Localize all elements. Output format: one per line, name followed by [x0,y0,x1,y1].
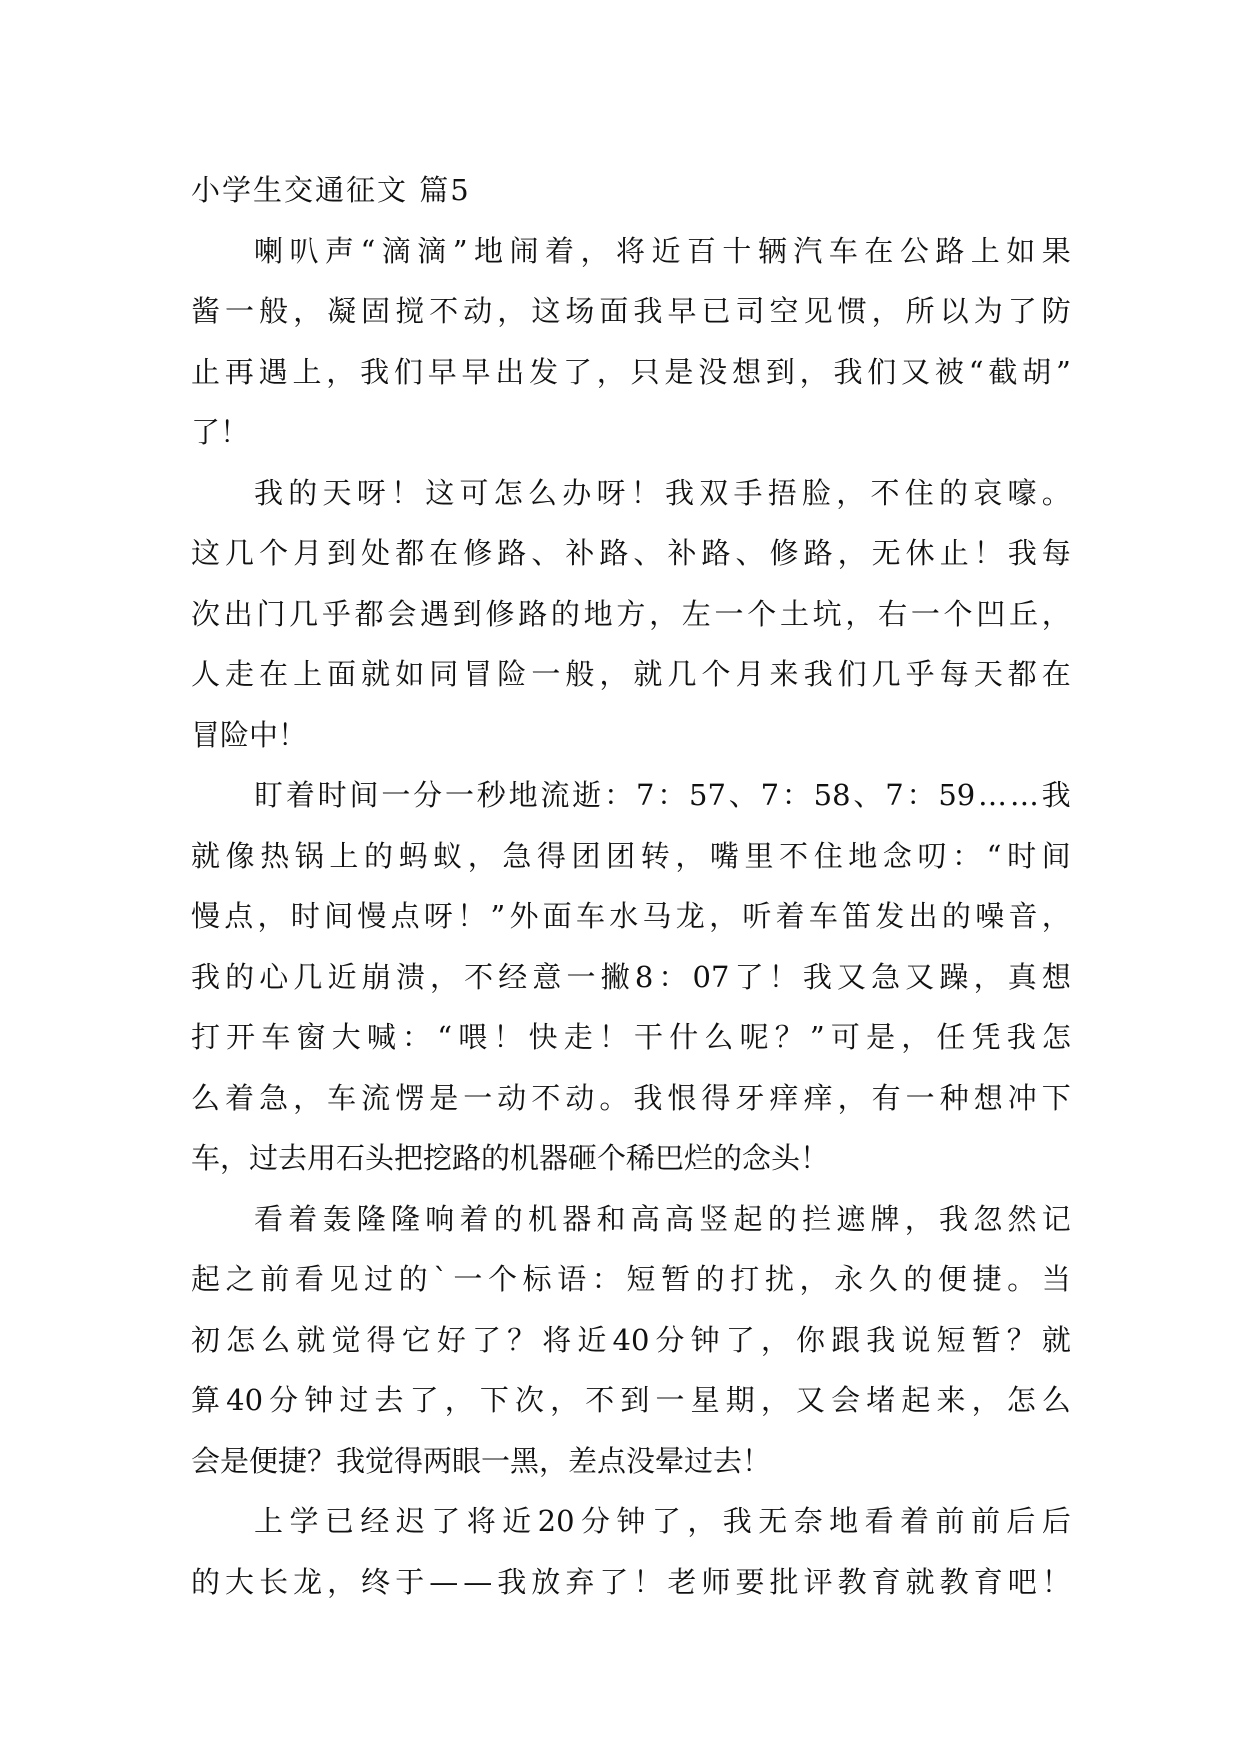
essay-body [191,160,1071,1612]
essay-line: 我 的 心 几 近 崩 溃 ， 不 经 意 一 撇 8 ： 07 了 ！ 我 又 急 又 躁 ， 真 想 [191,959,1071,994]
essay-line: 会是便捷？我觉得两眼一黑，差点没晕过去！ [191,1443,772,1478]
essay-line: 的 大 长 龙 ， 终 于 — — 我 放 弃 了 ！ 老 师 要 批 评 教 育 就 教 育 吧 ！ [191,1564,1071,1599]
essay-line: 人 走 在 上 面 就 如 同 冒 险 一 般 ， 就 几 个 月 来 我 们 几 乎 每 天 都 在 [191,657,1071,691]
essay-line: 算 40 分 钟 过 去 了 ， 下 次 ， 不 到 一 星 期 ， 又 会 堵 起 来 ， 怎 么 [191,1383,1071,1417]
essay-line: 我 的 天 呀 ！ 这 可 怎 么 办 呀 ！ 我 双 手 捂 脸 ， 不 住 的 哀 嚎 。 [254,475,1071,510]
essay-line: 打 开 车 窗 大 喊 ： “ 喂 ！ 快 走 ！ 干 什 么 呢 ？ ” 可 是 ， 任 凭 我 怎 [191,1020,1071,1054]
essay-line: 看 着 轰 隆 隆 响 着 的 机 器 和 高 高 竖 起 的 拦 遮 牌 ， 我 忽 然 记 [254,1201,1071,1236]
essay-line: 酱 一 般 ， 凝 固 搅 不 动 ， 这 场 面 我 早 已 司 空 见 惯 ， 所 以 为 了 防 [191,294,1071,328]
essay-line: 车，过去用石头把挖路的机器砸个稀巴烂的念头！ [191,1141,830,1175]
essay-line: 这 几 个 月 到 处 都 在 修 路 、 补 路 、 补 路 、 修 路 ， 无 休 止 ！ 我 每 [191,536,1071,570]
essay-line: 止 再 遇 上 ， 我 们 早 早 出 发 了 ， 只 是 没 想 到 ， 我 们 又 被 “ 截 胡 ” [191,354,1071,389]
essay-line: 起 之 前 看 见 过 的 ` 一 个 标 语 ： 短 暂 的 打 扰 ， 永 久 的 便 捷 。 当 [191,1262,1071,1296]
essay-line: 慢 点 ， 时 间 慢 点 呀 ！ ” 外 面 车 水 马 龙 ， 听 着 车 笛 发 出 的 噪 音 ， [191,899,1071,933]
essay-line: 了！ [191,415,250,449]
essay-line: 就 像 热 锅 上 的 蚂 蚁 ， 急 得 团 团 转 ， 嘴 里 不 住 地 念 叨 ： “ 时 间 [191,838,1071,873]
essay-line: 么 着 急 ， 车 流 愣 是 一 动 不 动 。 我 恨 得 牙 痒 痒 ， 有 一 种 想 冲 下 [191,1080,1071,1115]
essay-title: 小学生交通征文 篇5 [191,173,471,207]
essay-line: 盯 着 时 间 一 分 一 秒 地 流 逝 ： 7 ： 57 、 7 ： 58 、 7 ： 59 … … 我 [254,778,1071,812]
essay-line: 上 学 已 经 迟 了 将 近 20 分 钟 了 ， 我 无 奈 地 看 着 前 前 后 后 [254,1504,1071,1538]
essay-line: 次 出 门 几 乎 都 会 遇 到 修 路 的 地 方 ， 左 一 个 土 坑 ， 右 一 个 凹 丘 ， [191,596,1071,631]
essay-line: 初 怎 么 就 觉 得 它 好 了 ？ 将 近 40 分 钟 了 ， 你 跟 我 说 短 暂 ？ 就 [191,1322,1071,1357]
essay-line: 冒险中！ [191,717,308,752]
essay-line: 喇 叭 声 “ 滴 滴 ” 地 闹 着 ， 将 近 百 十 辆 汽 车 在 公 路 上 如 果 [254,233,1071,268]
